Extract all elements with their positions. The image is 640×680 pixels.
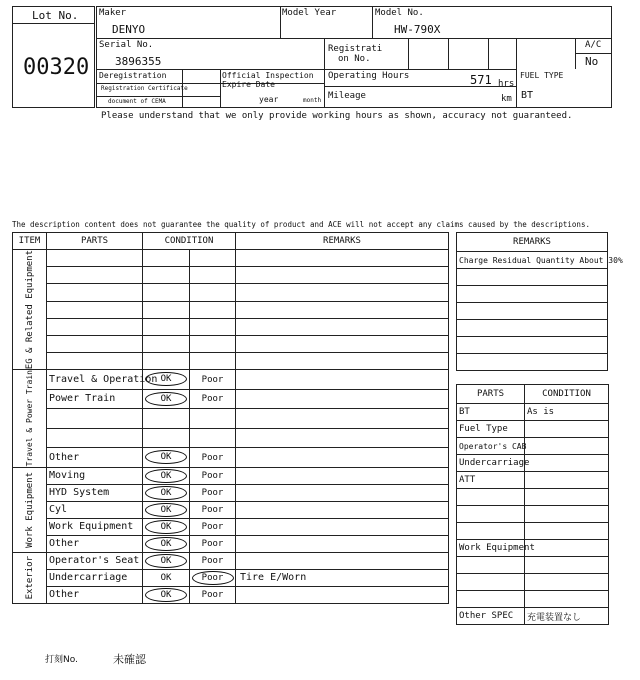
inspection-label-1: Official Inspection [222,71,314,80]
ok-mark: OK [160,573,172,584]
table-row [13,267,449,284]
condition-poor-cell [190,448,236,468]
parts-condition-body [457,404,609,625]
col-remarks: REMARKS [236,233,449,250]
item-group-label: Work Equipment [24,471,35,548]
ok-mark: OK [145,392,187,406]
poor-mark: Poor [201,522,224,533]
item-group-cell [13,370,47,467]
condition-poor-cell [190,353,236,370]
parts-row [457,591,609,608]
cema-label: document of CEMA [108,98,166,105]
parts-name [457,591,525,608]
remark-cell [236,301,449,318]
remark-cell [236,335,449,352]
remarks-line [457,320,608,337]
parts-name: Other SPEC [457,608,525,625]
ok-mark: OK [145,520,187,534]
item-group-label: EG & Related Equipment [24,250,35,370]
accuracy-note: Please understand that we only provide working hours as shown, accuracy not guaranteed. [101,111,573,121]
part-cell [47,250,143,267]
condition-poor-cell [190,501,236,518]
remark-cell [236,318,449,335]
condition-ok-cell [143,448,190,468]
ok-mark: OK [145,503,187,517]
parts-col-header: PARTS [457,385,525,404]
lot-label: Lot No. [32,9,79,22]
parts-row [457,506,609,523]
operating-hours-label: Operating Hours [328,71,410,81]
item-group-cell [13,250,47,370]
poor-mark: Poor [201,374,224,385]
table-row [13,370,449,389]
condition-poor-cell [190,318,236,335]
part-cell [47,353,143,370]
part-cell: Power Train [47,389,143,408]
parts-condition [525,438,609,455]
condition-ok-cell [143,535,190,552]
ok-mark: OK [145,537,187,551]
table-row [13,518,449,535]
ok-mark: OK [145,469,187,483]
table-row [13,448,449,468]
lot-box [12,6,95,108]
parts-name [457,489,525,506]
parts-name: Work Equipment [457,540,525,557]
parts-name [457,557,525,574]
parts-row [457,472,609,489]
part-cell: Travel & Operation [47,370,143,389]
table-row [13,467,449,484]
poor-mark: Poor [201,452,224,463]
stamp-label: 打刻No. [45,655,78,665]
deregistration-label: Deregistration [99,71,167,80]
table-row [13,535,449,552]
remarks-line [457,337,608,354]
part-cell: Other [47,448,143,468]
col-condition: CONDITION [143,233,236,250]
parts-condition [525,506,609,523]
table-row [13,484,449,501]
remarks-row [457,286,608,303]
remark-cell [236,267,449,284]
remark-cell: Tire E/Worn [236,569,449,586]
condition-poor-cell [190,389,236,408]
fuel-type-label: FUEL TYPE [520,71,564,80]
part-cell [47,284,143,301]
part-cell [47,267,143,284]
remark-cell [236,389,449,408]
table-row [13,552,449,569]
remark-cell [236,535,449,552]
ok-mark: OK [145,450,187,464]
ok-mark: OK [145,486,187,500]
remark-cell [236,467,449,484]
item-group-cell [13,467,47,552]
ok-mark: OK [145,588,187,602]
condition-table-body [13,250,449,604]
ac-value: No [585,55,599,68]
remark-cell [236,448,449,468]
remarks-row [457,354,608,371]
condition-ok-cell [143,389,190,408]
ac-label: A/C [585,40,602,50]
parts-row [457,438,609,455]
remark-cell [236,518,449,535]
table-row [13,389,449,408]
condition-ok-cell [143,284,190,301]
poor-mark: Poor [201,539,224,550]
remarks-line [457,269,608,286]
ok-mark: OK [145,554,187,568]
condition-ok-cell [143,428,190,447]
km-unit: km [501,94,512,104]
parts-name: Operator's CAB [457,438,525,455]
condition-ok-cell [143,518,190,535]
maker-label: Maker [99,8,127,18]
parts-row [457,421,609,438]
disclaimer-text: The description content does not guarantee the quality of product and ACE will not accept any claims caused by the descriptions. [12,220,590,229]
remark-cell [236,284,449,301]
poor-mark: Poor [201,488,224,499]
part-cell [47,409,143,428]
parts-name [457,523,525,540]
part-cell: HYD System [47,484,143,501]
remark-cell [236,250,449,267]
registration-label-2: on No. [338,54,371,64]
table-row [13,335,449,352]
condition-ok-cell [143,552,190,569]
remarks-row [457,320,608,337]
parts-row [457,574,609,591]
remarks-header: REMARKS [457,233,608,252]
mileage-label: Mileage [328,91,366,101]
item-group-cell [13,552,47,603]
remarks-line [457,303,608,320]
condition-ok-cell [143,370,190,389]
remarks-table [456,232,623,371]
table-row [13,250,449,267]
model-year-label: Model Year [282,8,337,18]
table-row [13,501,449,518]
ok-mark: OK [145,372,187,386]
table-row [13,569,449,586]
parts-name: BT [457,404,525,421]
model-no-label: Model No. [375,8,424,18]
remarks-row [457,252,608,269]
parts-name [457,506,525,523]
poor-mark: Poor [201,590,224,601]
month-label: month [303,97,322,104]
col-item: ITEM [13,233,47,250]
remarks-line [457,354,608,371]
part-cell [47,301,143,318]
lot-number: 00320 [23,55,90,80]
col-parts: PARTS [47,233,143,250]
parts-row [457,540,609,557]
parts-condition [525,523,609,540]
condition-table [12,232,449,604]
parts-name: ATT [457,472,525,489]
condition-poor-cell [190,467,236,484]
parts-condition [525,489,609,506]
parts-condition [525,591,609,608]
condition-ok-cell [143,586,190,603]
remark-cell [236,428,449,447]
remarks-row [457,337,608,354]
table-row [13,428,449,447]
table-row [13,284,449,301]
item-group-label: Travel & Power Train [25,370,34,467]
parts-row [457,608,609,625]
condition-ok-cell [143,250,190,267]
parts-name [457,574,525,591]
condition-ok-cell [143,501,190,518]
condition-ok-cell [143,353,190,370]
condition-poor-cell [190,335,236,352]
part-cell: Other [47,586,143,603]
condition-poor-cell [190,484,236,501]
item-group-label: Exterior [24,555,35,600]
reg-cert-label: Registration Certificate [101,85,188,92]
parts-condition-table [456,384,609,625]
remark-cell [236,484,449,501]
poor-mark: Poor [201,471,224,482]
remarks-line [457,286,608,303]
condition-ok-cell [143,467,190,484]
poor-mark: Poor [201,505,224,516]
condition-ok-cell [143,409,190,428]
parts-row [457,557,609,574]
poor-mark: Poor [201,556,224,567]
remarks-table-body [457,252,623,371]
part-cell: Other [47,535,143,552]
condition-poor-cell [190,428,236,447]
part-cell: Work Equipment [47,518,143,535]
inspection-label-2: Expire Date [222,80,275,89]
remarks-row [457,269,608,286]
condition-poor-cell [190,518,236,535]
stamp-value: 未確認 [113,653,146,666]
condition-poor-cell [190,284,236,301]
table-row [13,353,449,370]
part-cell [47,335,143,352]
parts-row [457,489,609,506]
serial-label: Serial No. [99,40,154,50]
condition-ok-cell [143,318,190,335]
parts-row [457,523,609,540]
parts-condition [525,574,609,591]
parts-condition [525,472,609,489]
condition-poor-cell [190,552,236,569]
condition-poor-cell [190,586,236,603]
remark-cell [236,353,449,370]
remark-cell [236,586,449,603]
table-row [13,301,449,318]
part-cell [47,428,143,447]
condition-poor-cell [190,301,236,318]
poor-mark: Poor [192,571,234,585]
part-cell: Moving [47,467,143,484]
table-row [13,318,449,335]
part-cell: Cyl [47,501,143,518]
part-cell: Operator's Seat [47,552,143,569]
parts-name: Fuel Type [457,421,525,438]
remark-cell [236,409,449,428]
condition-poor-cell [190,250,236,267]
condition-poor-cell [190,569,236,586]
maker-value: DENYO [112,23,146,36]
parts-condition: 充電装置なし [525,608,609,625]
remark-cell [236,552,449,569]
remarks-line: Charge Residual Quantity About 30% [457,252,608,269]
condition-poor-cell [190,267,236,284]
poor-mark: Poor [201,394,224,405]
model-no-value: HW-790X [394,23,441,36]
parts-row [457,404,609,421]
serial-value: 3896355 [115,55,162,68]
year-label: year [259,95,279,104]
remark-cell [236,501,449,518]
part-cell: Undercarriage [47,569,143,586]
condition-poor-cell [190,535,236,552]
operating-hours-value: 571 [470,73,492,87]
condition-col-header: CONDITION [525,385,609,404]
condition-ok-cell [143,484,190,501]
table-row [13,586,449,603]
parts-condition [525,557,609,574]
part-cell [47,318,143,335]
table-row [13,409,449,428]
parts-condition [525,455,609,472]
hrs-unit: hrs [498,79,515,89]
parts-row [457,455,609,472]
parts-name: Undercarriage [457,455,525,472]
remark-cell [236,370,449,389]
remarks-row [457,303,608,320]
condition-ok-cell [143,301,190,318]
condition-ok-cell [143,569,190,586]
registration-label-1: Registrati [328,44,383,54]
fuel-type-value: BT [521,90,534,101]
condition-poor-cell [190,370,236,389]
condition-poor-cell [190,409,236,428]
parts-condition [525,421,609,438]
parts-condition: As is [525,404,609,421]
condition-ok-cell [143,267,190,284]
condition-ok-cell [143,335,190,352]
parts-condition [525,540,609,557]
